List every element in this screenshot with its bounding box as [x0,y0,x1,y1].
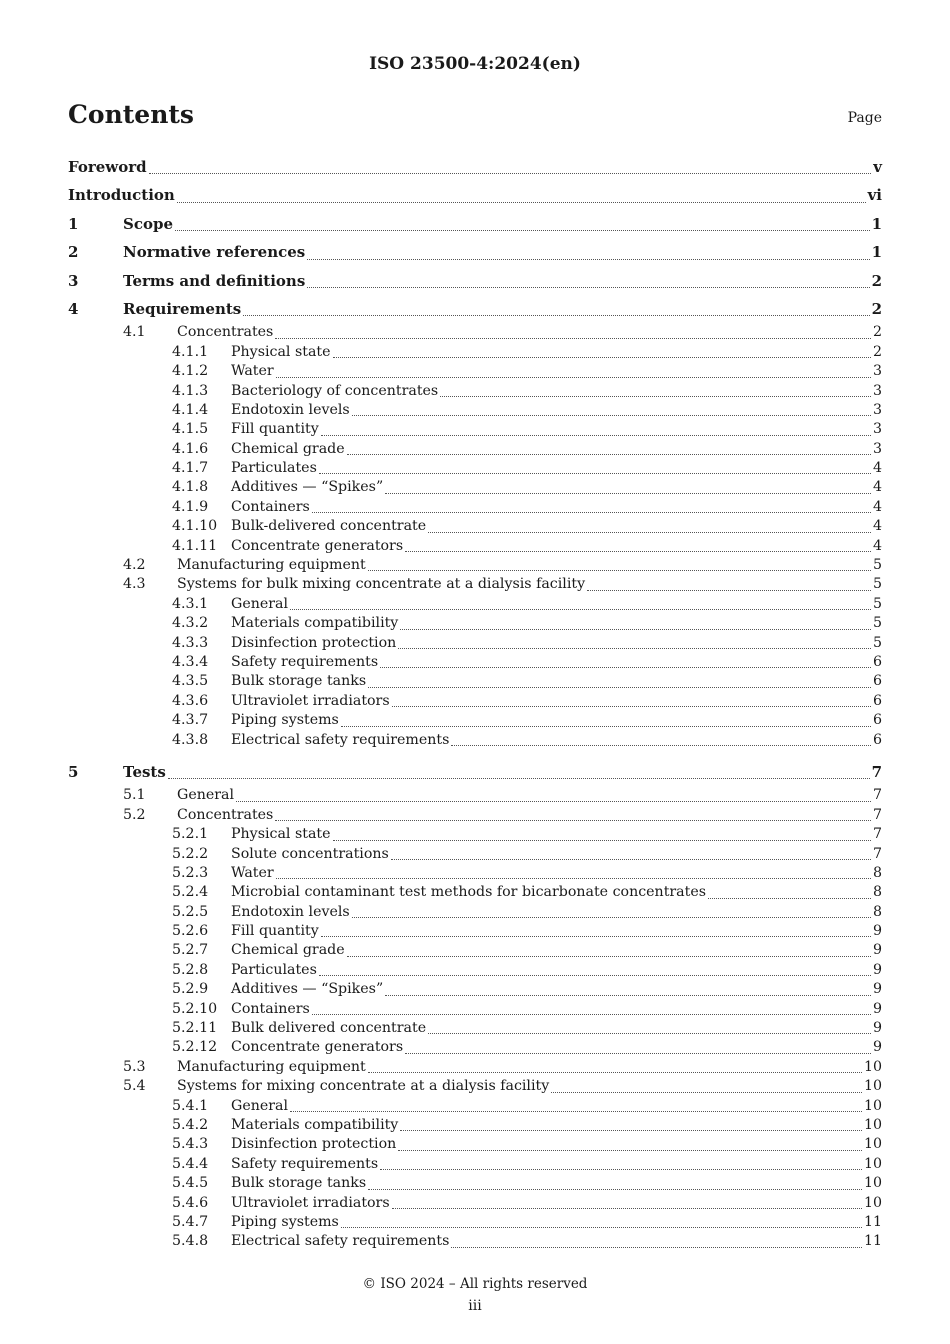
copyright-footer: © ISO 2024 – All rights reserved [362,1276,588,1292]
toc-entry-number: 5.4.5 [172,1175,209,1192]
toc-entry-page: 9 [872,1039,882,1056]
toc-entry[interactable] [68,517,882,536]
toc-entry-title: Electrical safety requirements [231,731,450,748]
toc-entry[interactable] [68,731,882,750]
toc-entry-number: 1 [68,214,79,233]
toc-entry-number: 4.1 [123,324,146,341]
toc-entry[interactable] [68,758,882,786]
toc-entry[interactable] [68,614,882,633]
toc-entry[interactable] [68,1038,882,1057]
toc-entry-title: Introduction [68,186,175,205]
toc-entry-title: Concentrate generators [231,537,404,554]
dot-leader [368,1189,862,1190]
toc-entry-title: Concentrate generators [231,1039,404,1056]
dot-leader [352,415,871,416]
toc-entry-title: Piping systems [231,1213,339,1230]
dot-leader [451,745,871,746]
toc-entry-page: 3 [872,363,882,380]
toc-entry[interactable] [68,1116,882,1135]
toc-entry[interactable] [68,1135,882,1154]
toc-entry-number: 4.1.9 [172,498,209,515]
toc-entry-page: 10 [863,1194,882,1211]
toc-entry-number: 4.3.4 [172,653,209,670]
dot-leader [290,609,871,610]
dot-leader [275,338,871,339]
toc-entry[interactable] [68,362,882,381]
dot-leader [307,287,869,288]
toc-entry-page: 9 [872,942,882,959]
toc-entry-number: 5.4.4 [172,1155,209,1172]
toc-entry[interactable] [68,825,882,844]
toc-entry-page: 9 [872,961,882,978]
toc-entry-number: 3 [68,271,79,290]
toc-entry-title: Manufacturing equipment [177,557,366,574]
toc-entry-page: 10 [863,1155,882,1172]
toc-entry-page: 10 [863,1136,882,1153]
toc-entry-title: Safety requirements [231,1155,379,1172]
toc-entry[interactable] [68,595,882,614]
dot-leader [275,820,871,821]
toc-entry-number: 5.2.6 [172,923,209,940]
dot-leader [398,648,871,649]
toc-entry-number: 4.3.8 [172,731,209,748]
toc-entry-page: 4 [872,498,882,515]
dot-leader [398,1150,862,1151]
toc-entry-number: 4.1.11 [172,537,218,554]
dot-leader [341,726,871,727]
toc-entry[interactable] [68,575,882,594]
toc-entry-page: 2 [872,324,882,341]
toc-entry-title: Safety requirements [231,653,379,670]
toc-entry-page: 11 [863,1233,882,1250]
dot-leader [380,1169,862,1170]
toc-entry-number: 5.4.3 [172,1136,209,1153]
toc-entry[interactable] [68,845,882,864]
toc-entry-number: 5.2.7 [172,942,209,959]
toc-entry-number: 4.1.3 [172,382,209,399]
toc-entry-number: 5.2.8 [172,961,209,978]
toc-entry-page: 3 [872,421,882,438]
toc-entry[interactable] [68,1155,882,1174]
toc-entry[interactable] [68,537,882,556]
toc-entry-page: 2 [871,271,882,290]
toc-entry-number: 4.3 [123,576,146,593]
toc-entry-title: Systems for mixing concentrate at a dialysis facility [177,1078,550,1095]
toc-entry-number: 5.3 [123,1058,146,1075]
toc-entry-title: Ultraviolet irradiators [231,1194,390,1211]
toc-entry-number: 5.2.2 [172,845,209,862]
toc-entry-page: vi [867,186,882,205]
toc-entry-page: 10 [863,1097,882,1114]
toc-entry-number: 4 [68,299,79,318]
dot-leader [319,975,871,976]
toc-entry-title: Chemical grade [231,440,345,457]
toc-entry-page: 8 [872,903,882,920]
toc-entry[interactable] [68,653,882,672]
toc-entry-title: General [231,1097,289,1114]
toc-entry-number: 4.1.7 [172,460,209,477]
toc-entry-page: 1 [871,214,882,233]
toc-entry-page: 9 [872,1000,882,1017]
toc-entry-title: Bulk storage tanks [231,1175,367,1192]
dot-leader [175,230,870,231]
toc-entry-page: 4 [872,537,882,554]
toc-entry-number: 5.4.1 [172,1097,209,1114]
toc-entry-number: 5.4.2 [172,1116,209,1133]
toc-entry-page: 7 [872,806,882,823]
toc-entry[interactable] [68,711,882,730]
toc-entry-number: 4.1.6 [172,440,209,457]
toc-entry-page: 5 [872,615,882,632]
toc-entry-page: 10 [863,1058,882,1075]
dot-leader [312,1014,871,1015]
dot-leader [380,667,871,668]
toc-entry-title: Particulates [231,961,317,978]
toc-entry-title: Normative references [123,243,306,262]
toc-entry-page: 6 [872,712,882,729]
toc-entry-page: 4 [872,518,882,535]
toc-entry[interactable] [68,459,882,478]
dot-leader [440,396,871,397]
dot-leader [321,435,871,436]
toc-entry-title: Foreword [68,158,147,176]
toc-entry-page: v [873,158,882,176]
toc-entry-number: 4.2 [123,557,146,574]
toc-entry[interactable] [68,210,882,238]
toc-entry-title: Solute concentrations [231,845,389,862]
dot-leader [341,1227,862,1228]
toc-entry[interactable] [68,1019,882,1038]
toc-entry-number: 5.2.5 [172,903,209,920]
toc-entry-page: 5 [872,557,882,574]
toc-entry-title: Materials compatibility [231,1116,399,1133]
toc-entry[interactable] [68,961,882,980]
toc-entry[interactable] [68,267,882,295]
toc-entry-title: Physical state [231,826,331,843]
toc-entry-title: Requirements [123,299,242,318]
toc-entry[interactable] [68,1077,882,1096]
toc-entry-title: Additives — “Spikes” [231,981,384,998]
toc-entry-number: 5.2.12 [172,1039,218,1056]
dot-leader [347,454,871,455]
toc-entry-number: 5.4.7 [172,1213,209,1230]
toc-entry-title: Concentrates [177,324,274,341]
toc-entry-title: Containers [231,498,310,515]
toc-entry[interactable] [68,238,882,266]
toc-entry[interactable] [68,295,882,323]
toc-entry-title: Particulates [231,460,317,477]
toc-entry[interactable] [68,903,882,922]
toc-entry-title: Chemical grade [231,942,345,959]
toc-entry-title: Water [231,864,274,881]
toc-entry-page: 5 [872,576,882,593]
dot-leader [385,995,871,996]
toc-entry-number: 4.1.8 [172,479,209,496]
toc-entry-title: Concentrates [177,806,274,823]
toc-entry-page: 9 [872,981,882,998]
toc-entry[interactable] [68,1058,882,1077]
toc-entry[interactable] [68,634,882,653]
dot-leader [168,778,870,779]
toc-entry-page: 6 [872,692,882,709]
toc-entry-title: Bacteriology of concentrates [231,382,439,399]
toc-entry-number: 4.3.1 [172,595,209,612]
toc-entry-number: 4.1.1 [172,343,209,360]
toc-entry-page: 2 [871,299,882,318]
toc-entry-number: 4.3.5 [172,673,209,690]
toc-entry-number: 5.4.6 [172,1194,209,1211]
toc-entry[interactable] [68,941,882,960]
toc-entry[interactable] [68,440,882,459]
toc-entry-title: Manufacturing equipment [177,1058,366,1075]
toc-entry-number: 5.2.1 [172,826,209,843]
toc-entry-number: 5 [68,762,79,781]
toc-entry-number: 5.2.3 [172,864,209,881]
toc-entry-page: 5 [872,634,882,651]
toc-entry[interactable] [68,1000,882,1019]
toc-entry-title: Ultraviolet irradiators [231,692,390,709]
document-id: ISO 23500-4:2024(en) [369,54,581,74]
dot-leader [333,840,871,841]
toc-entry-page: 3 [872,440,882,457]
dot-leader [451,1247,862,1248]
toc-entry-number: 4.3.2 [172,615,209,632]
dot-leader [307,259,869,260]
dot-leader [708,898,871,899]
toc-entry-page: 7 [872,845,882,862]
toc-entry-title: Bulk-delivered concentrate [231,518,427,535]
table-of-contents [68,153,882,1252]
toc-entry-page: 8 [872,864,882,881]
toc-entry[interactable] [68,478,882,497]
dot-leader [400,629,871,630]
toc-entry[interactable] [68,1194,882,1213]
toc-entry-title: General [231,595,289,612]
toc-entry-number: 5.2 [123,806,146,823]
dot-leader [368,570,871,571]
toc-entry-number: 2 [68,243,79,262]
toc-entry-number: 5.2.10 [172,1000,218,1017]
toc-entry-number: 5.4.8 [172,1233,209,1250]
toc-entry-title: Microbial contaminant test methods for bicarbonate concentrates [231,884,707,901]
dot-leader [400,1130,862,1131]
page-title: Contents [68,100,195,129]
toc-entry[interactable] [68,343,882,362]
toc-entry-page: 3 [872,382,882,399]
dot-leader [392,1208,862,1209]
toc-entry-page: 4 [872,479,882,496]
toc-entry-page: 6 [872,673,882,690]
toc-entry[interactable] [68,181,882,209]
toc-entry[interactable] [68,922,882,941]
toc-entry-title: Materials compatibility [231,615,399,632]
toc-entry[interactable] [68,692,882,711]
toc-entry[interactable] [68,1097,882,1116]
toc-entry[interactable] [68,556,882,575]
toc-entry-title: Endotoxin levels [231,401,350,418]
toc-entry[interactable] [68,382,882,401]
dot-leader [236,801,871,802]
toc-entry[interactable] [68,498,882,517]
toc-entry-page: 8 [872,884,882,901]
toc-entry-title: Containers [231,1000,310,1017]
toc-entry-title: General [177,787,235,804]
toc-entry-title: Terms and definitions [123,271,306,290]
toc-entry-number: 4.3.7 [172,712,209,729]
toc-entry-number: 4.1.10 [172,518,218,535]
toc-entry-page: 7 [872,787,882,804]
toc-entry-page: 9 [872,923,882,940]
toc-entry-page: 7 [871,762,882,781]
toc-entry-page: 1 [871,243,882,262]
toc-entry-number: 4.1.4 [172,401,209,418]
dot-leader [177,202,866,203]
toc-entry[interactable] [68,153,882,181]
toc-entry-title: Tests [123,762,166,781]
toc-entry[interactable] [68,323,882,342]
toc-entry-number: 4.1.5 [172,421,209,438]
toc-entry-title: Endotoxin levels [231,903,350,920]
toc-entry-number: 5.2.9 [172,981,209,998]
toc-entry-title: Disinfection protection [231,1136,397,1153]
toc-entry-number: 5.2.11 [172,1020,218,1037]
toc-entry-title: Disinfection protection [231,634,397,651]
dot-leader [276,878,871,879]
dot-leader [587,590,871,591]
page-number: iii [468,1298,482,1314]
dot-leader [321,936,871,937]
dot-leader [347,956,871,957]
toc-entry[interactable] [68,1174,882,1193]
dot-leader [392,706,871,707]
dot-leader [312,512,871,513]
page-column-label: Page [847,110,882,126]
toc-entry-title: Fill quantity [231,421,319,438]
dot-leader [405,551,871,552]
toc-entry[interactable] [68,1232,882,1251]
toc-entry-title: Bulk storage tanks [231,673,367,690]
toc-entry[interactable] [68,864,882,883]
toc-entry-title: Fill quantity [231,923,319,940]
toc-entry-number: 5.1 [123,787,146,804]
dot-leader [391,859,871,860]
toc-entry-title: Additives — “Spikes” [231,479,384,496]
toc-entry-title: Piping systems [231,712,339,729]
toc-entry-title: Electrical safety requirements [231,1233,450,1250]
toc-entry-page: 5 [872,595,882,612]
toc-entry[interactable] [68,786,882,805]
toc-entry-number: 5.4 [123,1078,146,1095]
toc-entry-title: Systems for bulk mixing concentrate at a dialysis facility [177,576,586,593]
toc-entry[interactable] [68,420,882,439]
dot-leader [368,1072,862,1073]
toc-entry-page: 6 [872,653,882,670]
dot-leader [333,357,871,358]
toc-entry-page: 10 [863,1116,882,1133]
toc-entry-page: 9 [872,1020,882,1037]
dot-leader [319,473,871,474]
dot-leader [428,1033,871,1034]
dot-leader [405,1053,871,1054]
toc-entry[interactable] [68,980,882,999]
dot-leader [551,1092,862,1093]
toc-entry-page: 4 [872,460,882,477]
toc-entry-number: 5.2.4 [172,884,209,901]
toc-entry-page: 10 [863,1175,882,1192]
toc-entry[interactable] [68,401,882,420]
dot-leader [243,315,869,316]
dot-leader [149,173,872,174]
toc-entry-page: 2 [872,343,882,360]
toc-entry-number: 4.1.2 [172,363,209,380]
toc-entry[interactable] [68,1213,882,1232]
toc-entry-page: 3 [872,401,882,418]
dot-leader [276,377,871,378]
toc-entry-page: 11 [863,1213,882,1230]
toc-entry-title: Scope [123,214,174,233]
toc-entry-title: Physical state [231,343,331,360]
toc-entry-page: 6 [872,731,882,748]
dot-leader [290,1111,862,1112]
toc-entry-page: 7 [872,826,882,843]
toc-entry[interactable] [68,806,882,825]
dot-leader [385,493,871,494]
toc-entry-title: Water [231,363,274,380]
toc-entry-page: 10 [863,1078,882,1095]
dot-leader [428,532,871,533]
toc-entry-number: 4.3.6 [172,692,209,709]
toc-entry[interactable] [68,672,882,691]
toc-entry[interactable] [68,883,882,902]
toc-entry-title: Bulk delivered concentrate [231,1020,427,1037]
dot-leader [352,917,871,918]
toc-entry-number: 4.3.3 [172,634,209,651]
dot-leader [368,687,871,688]
